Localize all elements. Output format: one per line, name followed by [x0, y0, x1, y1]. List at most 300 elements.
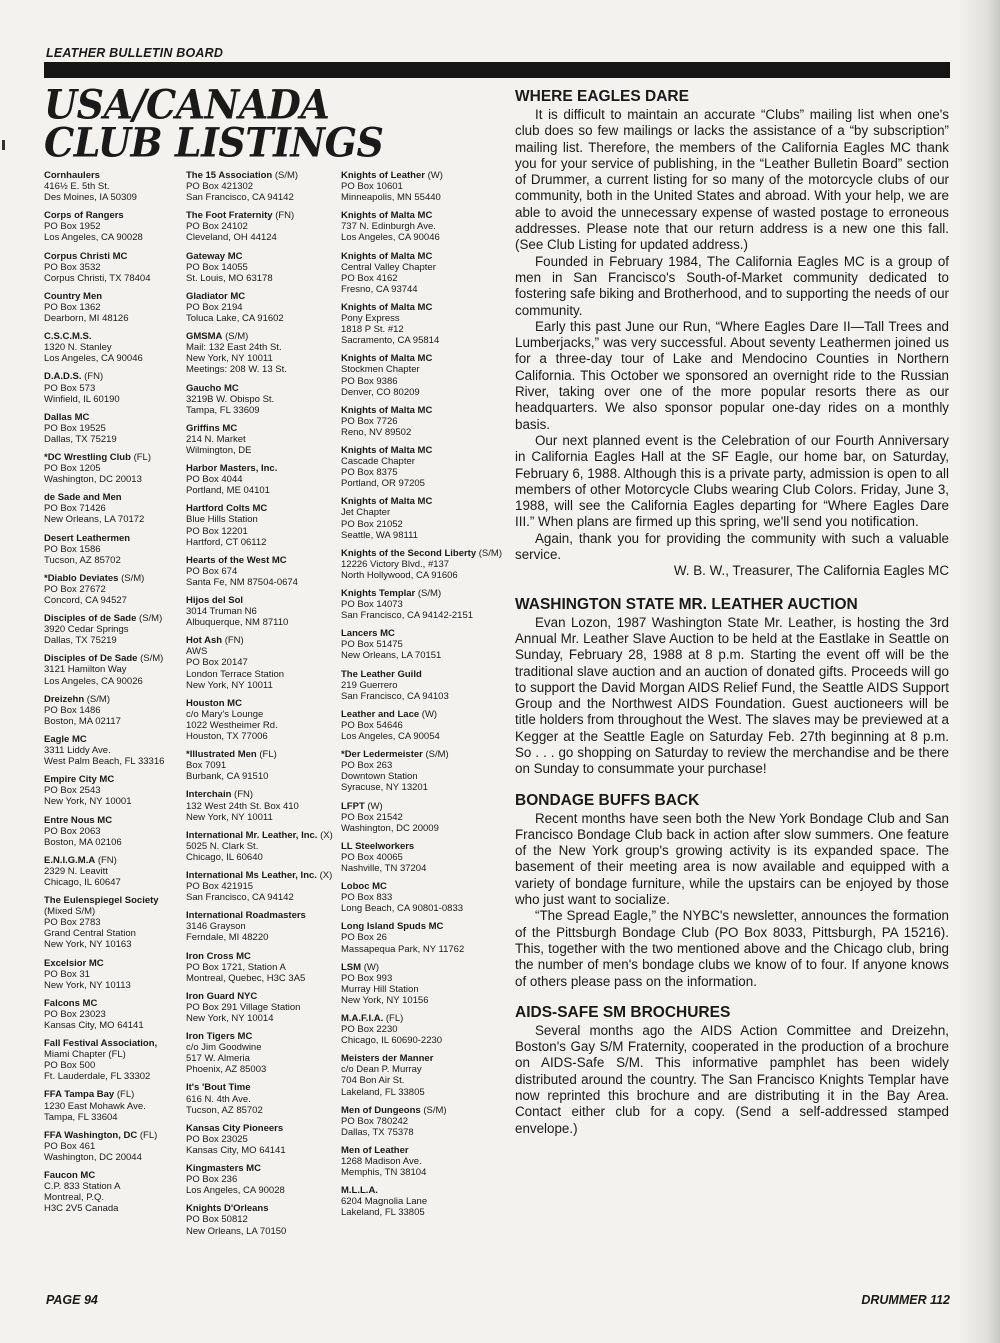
club-address-line: Murray Hill Station: [341, 983, 419, 995]
club-name: Country Men: [44, 290, 103, 302]
club-name-line: [341, 921, 506, 932]
page-edge-shadow: [958, 0, 1000, 1343]
club-name-line: [186, 830, 336, 841]
club-name: Knights D'Orleans: [186, 1203, 269, 1215]
club-name-line: [44, 331, 184, 342]
scan-mark: [2, 140, 5, 150]
club-name-line: [341, 669, 506, 680]
club-tag: (S/M): [140, 653, 164, 665]
club-listing: [341, 210, 506, 243]
section-header: LEATHER BULLETIN BOARD: [46, 46, 224, 60]
club-name: Iron Tigers MC: [186, 1031, 253, 1043]
club-name-line: [44, 774, 184, 785]
club-address-line: C.P. 833 Station A: [44, 1181, 121, 1193]
club-address-line: New Orleans, LA 70172: [44, 514, 145, 526]
club-listing: [186, 789, 336, 822]
club-listing: [44, 998, 184, 1031]
club-address-line: PO Box 21542: [341, 811, 403, 823]
article-paragraph: Several months ago the AIDS Action Committee and Dreizehn, Boston's Gay S/M Fraternity, cooperated in the production of a brochure on AIDS-Safe S/M. This informative pamphlet has been widely distributed around the country. The San Francisco Knights Templar have now reprinted this brochure and are distributing it in the Bay Area. Contact either club for a copy. (Send a self-addressed stamped envelope.): [515, 1022, 949, 1136]
club-name-line: [341, 709, 506, 720]
magazine-issue: DRUMMER 112: [861, 1293, 950, 1307]
club-name-line: [186, 1203, 336, 1214]
club-name-line: [341, 962, 506, 973]
club-name-line: [186, 423, 336, 434]
club-address-line: 1022 Westheimer Rd.: [186, 719, 278, 731]
club-listing: [186, 749, 336, 782]
club-name-line: [44, 573, 184, 584]
club-tag: (FN): [84, 371, 104, 383]
club-name: Knights of the Second Liberty: [341, 547, 477, 559]
club-name-line: [341, 170, 506, 181]
club-address-line: Washington, DC 20013: [44, 474, 142, 486]
club-name: Leather and Lace: [341, 708, 420, 720]
club-name: Eagle MC: [44, 733, 87, 745]
club-name-line: [186, 503, 336, 514]
club-name: Corpus Christi MC: [44, 250, 128, 262]
club-address-line: PO Box 2783: [44, 917, 101, 929]
club-listing: [44, 412, 184, 445]
club-name: Fall Festival Association,: [44, 1038, 158, 1050]
club-address-line: PO Box 54646: [341, 719, 403, 731]
club-name: Knights of Malta MC: [341, 353, 433, 365]
club-name-line: [44, 895, 184, 906]
club-tag: (FL): [133, 451, 151, 463]
club-address-line: Tampa, FL 33604: [44, 1111, 118, 1123]
club-address-line: AWS: [186, 646, 208, 658]
club-address-line: H3C 2V5 Canada: [44, 1203, 119, 1215]
club-address-line: Mail: 132 East 24th St.: [186, 342, 282, 354]
article-paragraph: Again, thank you for providing the community with such a valuable service.: [515, 530, 949, 563]
club-address-line: Jet Chapter: [341, 507, 391, 519]
club-name: Hartford Colts MC: [186, 503, 268, 515]
club-address-line: PO Box 21052: [341, 518, 403, 530]
club-name-line: [186, 698, 336, 709]
club-address-line: Sacramento, CA 95814: [341, 335, 440, 347]
club-name-line: [44, 613, 184, 624]
club-name-line: [186, 291, 336, 302]
club-address-line: Box 7091: [186, 760, 227, 772]
club-address-line: Chicago, IL 60640: [186, 851, 263, 863]
club-address-line: Concord, CA 94527: [44, 595, 127, 606]
club-address-line: PO Box 1721, Station A: [186, 961, 286, 973]
club-address-line: Stockmen Chapter: [341, 364, 420, 376]
club-listing: [44, 1038, 184, 1082]
club-address-line: Tampa, FL 33609: [186, 404, 260, 416]
club-address-line: Tucson, AZ 85702: [44, 554, 121, 566]
club-listing: [44, 1130, 184, 1163]
club-name-line: [186, 210, 336, 221]
club-listing: [341, 628, 506, 661]
club-address-line: PO Box 780242: [341, 1115, 409, 1127]
club-address-line: Massapequa Park, NY 11762: [341, 943, 465, 955]
club-listing: [341, 353, 506, 397]
club-listing: [44, 1170, 184, 1214]
club-address-line: Montreal, P.Q.: [44, 1192, 105, 1204]
club-tag: (FL): [139, 1129, 158, 1141]
club-address-line: New York, NY 10156: [341, 994, 429, 1006]
club-address-line: Chicago, IL 60690-2230: [341, 1035, 443, 1047]
club-name-line: [341, 1185, 506, 1196]
club-address-line: PO Box 31: [44, 968, 90, 980]
club-address-line: Grand Central Station: [44, 928, 136, 940]
club-name: GMSMA: [186, 331, 223, 343]
club-listing: [186, 1203, 336, 1236]
club-address-line: San Francisco, CA 94103: [341, 690, 449, 702]
club-listing: [186, 503, 336, 547]
club-address-line: Los Angeles, CA 90028: [44, 232, 143, 244]
club-listing: [44, 291, 184, 324]
club-address-line: Toluca Lake, CA 91602: [186, 313, 284, 325]
club-listing: [44, 170, 184, 203]
club-address-line: Los Angeles, CA 90046: [341, 232, 440, 244]
club-address-line: New York, NY 10011: [186, 353, 273, 365]
club-name: Cornhaulers: [44, 170, 100, 181]
club-address-line: Boston, MA 02117: [44, 715, 121, 727]
club-address-line: 517 W. Almeria: [186, 1053, 250, 1065]
club-address-line: PO Box 461: [44, 1140, 96, 1152]
club-address-line: PO Box 14055: [186, 261, 248, 273]
club-address-line: 3311 Liddy Ave.: [44, 745, 111, 757]
listing-column-2: [186, 170, 336, 1244]
club-address-line: PO Box 421302: [186, 181, 254, 193]
club-address-line: PO Box 2063: [44, 825, 101, 837]
club-address-line: Dallas, TX 75219: [44, 635, 117, 647]
club-address-line: PO Box 421915: [186, 881, 254, 893]
club-address-line: PO Box 993: [341, 972, 393, 984]
article-title: BONDAGE BUFFS BACK: [515, 791, 700, 809]
club-name: The Eulenspiegel Society: [44, 895, 159, 907]
club-address-line: New York, NY 10011: [186, 811, 273, 823]
club-tag: (FN): [234, 789, 254, 801]
club-listing: [341, 1105, 506, 1138]
club-listing: [44, 774, 184, 807]
club-listing: [44, 492, 184, 525]
club-listing: [44, 452, 184, 485]
club-name: Hearts of the West MC: [186, 554, 287, 566]
club-address-line: Des Moines, IA 50309: [44, 192, 137, 204]
club-listing: [186, 635, 336, 690]
club-name: Houston MC: [186, 697, 242, 709]
club-address-line: PO Box 500: [44, 1060, 96, 1072]
club-name-line: [341, 353, 506, 364]
listing-column-3: [341, 170, 506, 1226]
club-address-line: PO Box 23025: [186, 1133, 248, 1145]
club-name-line: [186, 1123, 336, 1134]
club-address-line: 3121 Hamilton Way: [44, 664, 127, 676]
club-address-line: Tucson, AZ 85702: [186, 1104, 263, 1116]
club-address-line: 1230 East Mohawk Ave.: [44, 1100, 146, 1112]
club-address-line: St. Louis, MO 63178: [186, 272, 273, 284]
club-listing: [341, 302, 506, 346]
club-name: Knights of Malta MC: [341, 404, 433, 416]
club-address-line: PO Box 51475: [341, 639, 403, 651]
club-name-line: [341, 1013, 506, 1024]
club-name: The Foot Fraternity: [186, 210, 273, 222]
club-name-line: [186, 951, 336, 962]
club-address-line: San Francisco, CA 94142: [186, 192, 294, 204]
club-address-line: PO Box 573: [44, 382, 96, 394]
club-listing: [44, 694, 184, 727]
club-name-line: [341, 548, 506, 559]
article-washington-auction: [515, 596, 949, 778]
club-name-line: [44, 371, 184, 382]
club-listing: [341, 749, 506, 793]
club-address-line: West Palm Beach, FL 33316: [44, 756, 165, 768]
club-address-line: (Mixed S/M): [44, 906, 96, 918]
club-tag: (S/M): [121, 572, 145, 584]
club-address-line: Long Beach, CA 90801-0833: [341, 903, 464, 915]
article-paragraph: Recent months have seen both the New York Bondage Club and San Francisco Bondage Club back in action after slow summers. One feature of the New York group's growing activity is its expanded space. The basement of their meeting area is now available and equipped with a variety of bondage furniture, while the upstairs can be enjoyed by those who just want to socialize.: [515, 810, 949, 908]
club-address-line: PO Box 1586: [44, 543, 101, 555]
club-name-line: [186, 595, 336, 606]
club-listing: [186, 698, 336, 742]
club-name-line: [341, 1145, 506, 1156]
club-name-line: [44, 533, 184, 544]
club-address-line: Dallas, TX 75378: [341, 1126, 414, 1138]
club-name: LFPT: [341, 800, 365, 812]
club-name: International Mr. Leather, Inc.: [186, 829, 318, 841]
club-name: FFA Washington, DC: [44, 1129, 138, 1141]
club-listing: [186, 951, 336, 984]
club-name: *Der Ledermeister: [341, 749, 423, 761]
club-address-line: Blue Hills Station: [186, 514, 258, 526]
article-signature: W. B. W., Treasurer, The California Eagles MC: [673, 563, 949, 579]
club-address-line: 12226 Victory Blvd., #137: [341, 558, 450, 570]
club-listing: [44, 734, 184, 767]
club-name-line: [44, 492, 184, 503]
club-name: Knights of Malta MC: [341, 444, 433, 456]
club-address-line: PO Box 8375: [341, 467, 398, 479]
club-address-line: PO Box 12201: [186, 525, 248, 537]
club-listing: [341, 1185, 506, 1218]
club-address-line: PO Box 24102: [186, 221, 248, 233]
club-name: FFA Tampa Bay: [44, 1089, 115, 1101]
title-line-1: USA/CANADA: [44, 80, 330, 128]
club-tag: (S/M): [478, 547, 502, 559]
club-address-line: New Orleans, LA 70151: [341, 650, 442, 662]
club-address-line: 1320 N. Stanley: [44, 342, 112, 354]
article-paragraph: It is difficult to maintain an accurate “Clubs” mailing list when one's club does so few mailings or lacks the assistance of a “by subscription” mailing list. Therefore, the members of the California Eagles MC thank you for your service of publishing, in the “Leather Bulletin Board” section of Drummer, a current listing for so many of the motorcycle clubs of our community, both in the United States and abroad. With your help, we are able to avoid the unnecessary expense of wasted postage to erroneous addresses. Please note that our return address is a new one this fall. (See Club Listing for updated address.): [515, 107, 949, 253]
club-address-line: Central Valley Chapter: [341, 261, 436, 273]
club-name-line: [341, 749, 506, 760]
club-tag: (X): [319, 869, 333, 881]
club-address-line: Phoenix, AZ 85003: [186, 1064, 267, 1076]
club-name-line: [44, 1130, 184, 1141]
club-address-line: PO Box 1205: [44, 463, 101, 475]
club-name: Gaucho MC: [186, 382, 239, 394]
club-address-line: Downtown Station: [341, 771, 418, 783]
article-paragraph: Evan Lozon, 1987 Washington State Mr. Leather, is hosting the 3rd Annual Mr. Leather Slave Auction to be held at the Eastlake in Seattle on Sunday, February 28, 1988 at 8 p.m. Starting the event off will be the traditional slave auction and an auction of donated gifts. Proceeds will go to support the David Morgan AIDS Relief Fund, the Seattle AIDS Support Group and the Northwest AIDS Foundation. Guest auctioneers will be title holders from throughout the West. The slaves may be previewed at a Kegger at the Seattle Eagle on Saturday Feb. 27th beginning at 8 p.m. So . . . go shopping on Saturday to review the merchandise and be there on Sunday to consummate your purchase!: [515, 614, 949, 777]
club-name-line: [44, 251, 184, 262]
article-title: WASHINGTON STATE MR. LEATHER AUCTION: [515, 595, 858, 613]
club-name-line: [186, 1031, 336, 1042]
club-name: Meisters der Manner: [341, 1053, 434, 1065]
club-address-line: Kansas City, MO 64141: [186, 1144, 286, 1156]
club-address-line: Seattle, WA 98111: [341, 529, 418, 541]
club-name: de Sade and Men: [44, 492, 122, 504]
club-name-line: [341, 445, 506, 456]
club-name: International Roadmasters: [186, 910, 306, 922]
club-tag: (FN): [224, 635, 244, 647]
club-name-line: [341, 841, 506, 852]
club-listing: [44, 855, 184, 888]
club-name: Men of Dungeons: [341, 1104, 421, 1116]
club-listing: [44, 815, 184, 848]
club-tag: (S/M): [225, 331, 249, 343]
club-address-line: 3920 Cedar Springs: [44, 624, 129, 636]
club-name-line: [186, 1163, 336, 1174]
club-tag: (W): [427, 170, 443, 181]
club-name: The 15 Association: [186, 170, 273, 181]
club-address-line: 5025 N. Clark St.: [186, 840, 259, 852]
article-paragraph: Early this past June our Run, “Where Eagles Dare II—Tall Trees and Lumberjacks,” was very successful. About seventy Leathermen joined us for a three-day tour of Lake and Mendocino Counties in Northern California. This October we sponsored an overnight ride to the Russian River, taking over one of the more popular resorts there as our headquarters. We also sponsor popular one-day rides on a monthly basis.: [515, 318, 949, 432]
club-address-line: PO Box 1486: [44, 704, 101, 716]
club-name: Knights of Malta MC: [341, 210, 433, 222]
club-address-line: Ferndale, MI 48220: [186, 932, 269, 944]
club-address-line: Portland, ME 04101: [186, 485, 270, 497]
club-name: *DC Wrestling Club: [44, 451, 131, 463]
club-name: Men of Leather: [341, 1144, 409, 1156]
club-listing: [186, 555, 336, 588]
club-tag: (S/M): [423, 1104, 447, 1116]
club-listing: [186, 1031, 336, 1075]
header-rule: [44, 62, 950, 78]
club-tag: (FL): [259, 749, 277, 761]
club-name-line: [186, 383, 336, 394]
club-name-line: [44, 998, 184, 1009]
club-address-line: PO Box 9386: [341, 375, 398, 387]
club-address-line: 2329 N. Leavitt: [44, 865, 108, 877]
club-name-line: [186, 635, 336, 646]
club-name-line: [44, 815, 184, 826]
club-tag: (S/M): [274, 170, 299, 181]
club-name-line: [44, 1170, 184, 1181]
club-name-line: [44, 855, 184, 866]
club-tag: (W): [367, 800, 383, 812]
club-listing: [186, 1082, 336, 1115]
club-name: Hot Ash: [186, 635, 223, 647]
club-tag: (FL): [116, 1089, 135, 1101]
club-name-line: [186, 331, 336, 342]
club-name: Loboc MC: [341, 881, 387, 893]
article-paragraph: Our next planned event is the Celebration of our Fourth Anniversary in California Eagles Hall at the SF Eagle, our home bar, on Saturday, February 6, 1988. Although this is a private party, admission is open to all members of other Motorcycle Clubs wearing Club Colors. Friday, June 3, 1988, will see the California Eagles departing for “Where Eagles Dare III.” When plans are firmed up this spring, we'll send you notification.: [515, 432, 949, 530]
club-address-line: Burbank, CA 91510: [186, 771, 269, 783]
club-address-line: Portland, OR 97205: [341, 478, 425, 490]
club-address-line: PO Box 50812: [186, 1214, 248, 1226]
club-address-line: 214 N. Market: [186, 433, 246, 445]
club-listing: [341, 1053, 506, 1097]
club-listing: [186, 383, 336, 416]
club-address-line: New York, NY 10163: [44, 939, 132, 951]
club-listing: [341, 669, 506, 702]
club-address-line: Miami Chapter (FL): [44, 1049, 126, 1061]
club-address-line: Chicago, IL 60647: [44, 876, 121, 888]
club-address-line: Boston, MA 02106: [44, 836, 122, 848]
club-address-line: PO Box 14073: [341, 599, 403, 611]
club-address-line: Albuquerque, NM 87110: [186, 617, 289, 629]
club-address-line: 219 Guerrero: [341, 679, 398, 691]
club-address-line: PO Box 10601: [341, 181, 403, 193]
article-aids-safe-brochures: [515, 1004, 949, 1137]
club-address-line: Dearborn, MI 48126: [44, 313, 129, 325]
club-tag: (FN): [275, 210, 295, 222]
article-title: AIDS-SAFE SM BROCHURES: [515, 1003, 731, 1021]
club-name: Entre Nous MC: [44, 814, 113, 826]
club-name: Corps of Rangers: [44, 210, 124, 222]
club-tag: (S/M): [86, 693, 110, 705]
club-name: M.L.L.A.: [341, 1185, 378, 1197]
club-listing: [186, 991, 336, 1024]
club-listing: [341, 709, 506, 742]
club-name-line: [186, 870, 336, 881]
club-name: Harbor Masters, Inc.: [186, 463, 278, 475]
club-name-line: [44, 694, 184, 705]
club-name-line: [186, 1082, 336, 1093]
club-address-line: 3219B W. Obispo St.: [186, 393, 275, 405]
club-address-line: PO Box 71426: [44, 503, 106, 515]
club-name: Falcons MC: [44, 997, 98, 1009]
club-listing: [44, 251, 184, 284]
club-listing: [44, 653, 184, 686]
club-listing: [44, 331, 184, 364]
club-name: Empire City MC: [44, 774, 115, 786]
club-tag: (FN): [97, 854, 117, 866]
club-address-line: PO Box 26: [341, 932, 387, 944]
club-listing: [186, 870, 336, 903]
club-address-line: North Hollywood, CA 91606: [341, 569, 458, 581]
club-address-line: Reno, NV 89502: [341, 426, 412, 438]
club-listing: [341, 962, 506, 1006]
club-listing: [341, 548, 506, 581]
club-address-line: Dallas, TX 75219: [44, 433, 117, 445]
club-listing: [341, 445, 506, 489]
article-paragraph: Founded in February 1984, The California Eagles MC is a group of men in San Francisco's South-of-Market community dedicated to fostering safe biking and Brotherhood, and to supporting the needs of our community.: [515, 253, 950, 318]
club-address-line: 616 N. 4th Ave.: [186, 1093, 251, 1105]
club-address-line: 737 N. Edinburgh Ave.: [341, 221, 436, 233]
club-listing: [341, 1013, 506, 1046]
club-address-line: Denver, CO 80209: [341, 386, 420, 398]
club-name: Knights of Malta MC: [341, 496, 433, 508]
club-tag: (S/M): [139, 613, 163, 625]
club-listing: [44, 573, 184, 606]
club-address-line: PO Box 236: [186, 1174, 238, 1186]
club-name: Knights of Malta MC: [341, 301, 433, 313]
club-listing: [341, 588, 506, 621]
club-address-line: Memphis, TN 38104: [341, 1167, 427, 1179]
club-listing: [341, 841, 506, 874]
club-address-line: Montreal, Quebec, H3C 3A5: [186, 972, 306, 984]
club-name: Disciples of de Sade: [44, 613, 137, 625]
article-where-eagles-dare: [515, 88, 949, 580]
club-address-line: PO Box 20147: [186, 657, 248, 669]
club-address-line: 1268 Madison Ave.: [341, 1156, 422, 1168]
club-name-line: [341, 405, 506, 416]
article-title: WHERE EAGLES DARE: [515, 88, 689, 105]
club-address-line: PO Box 27672: [44, 583, 106, 595]
club-address-line: PO Box 7726: [341, 415, 398, 427]
club-address-line: Cleveland, OH 44124: [186, 232, 277, 244]
club-name: D.A.D.S.: [44, 371, 82, 383]
club-address-line: PO Box 19525: [44, 422, 106, 434]
club-address-line: New York, NY 10001: [44, 796, 132, 808]
club-address-line: Lakeland, FL 33805: [341, 1207, 425, 1219]
club-address-line: Wilmington, DE: [186, 444, 252, 456]
club-name-line: [186, 555, 336, 566]
club-name: Knights of Leather: [341, 170, 425, 181]
club-address-line: PO Box 674: [186, 565, 238, 577]
club-address-line: New York, NY 10014: [186, 1013, 274, 1024]
club-address-line: San Francisco, CA 94142: [186, 892, 294, 904]
